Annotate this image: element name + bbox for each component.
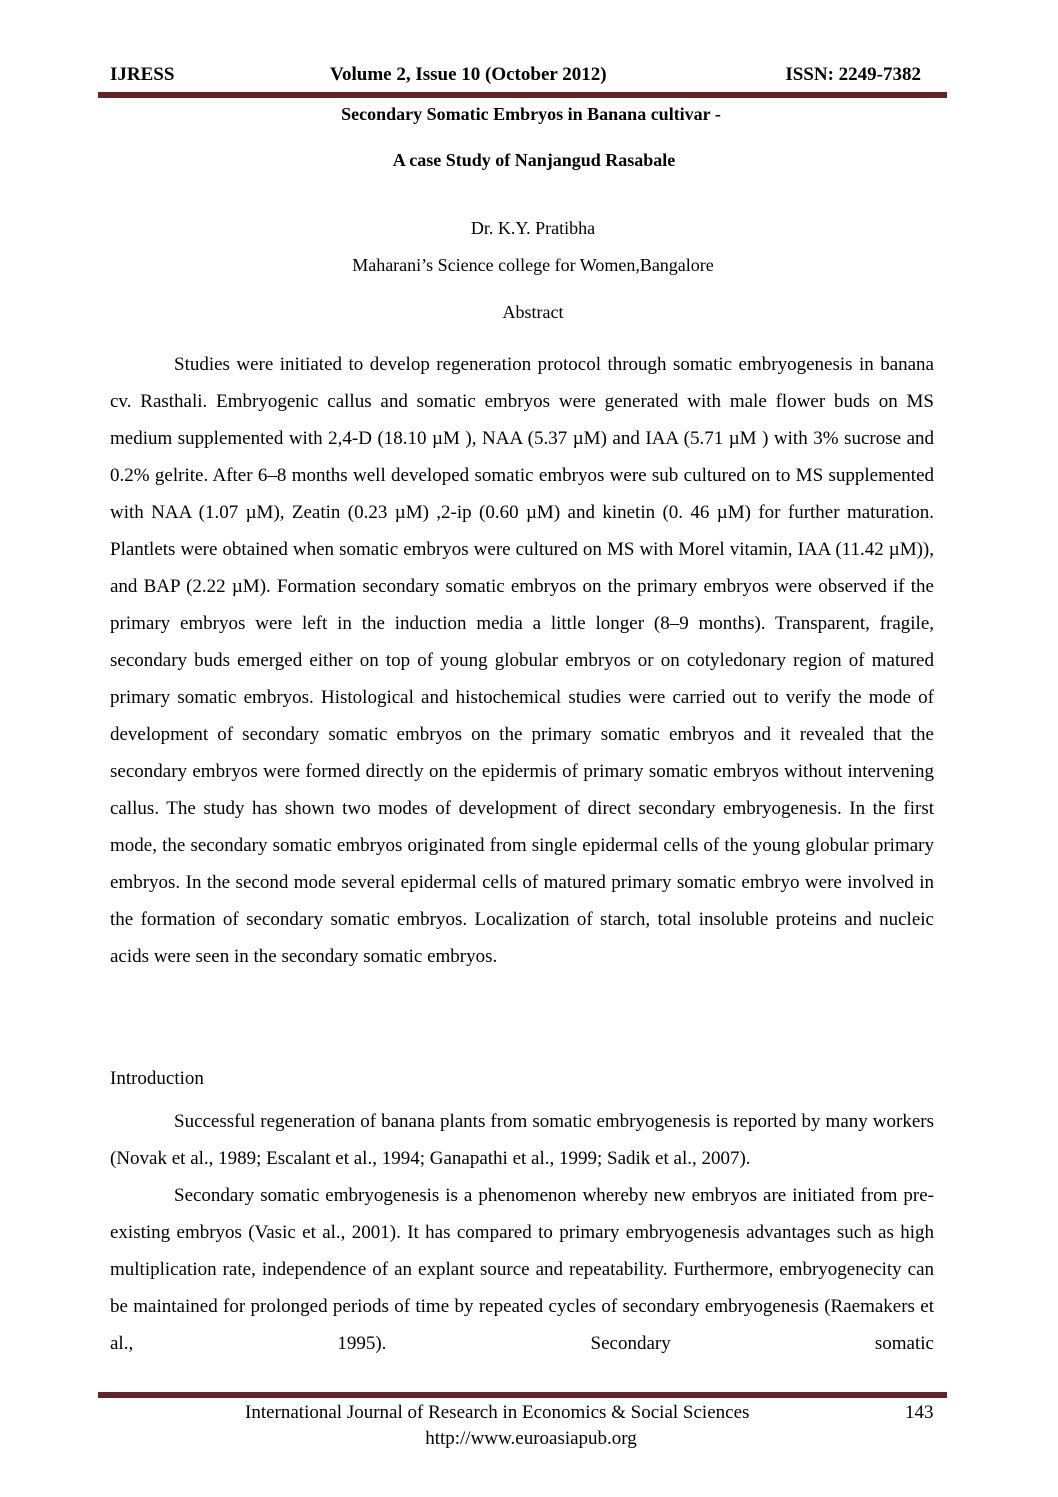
intro-paragraph-text: Secondary somatic embryogenesis is a phenomenon whereby new embryos are initiated from pre-existing embryos (Vasic et al., 2001). It has compared to primary embryogenesis advantages such as high multiplication rate, independence of an explant source and repeatability. Furthermore, embryogenecity can be maintained for prolonged periods of time by repeated cycles of secondary embryogenesis (Raemakers et al., 1995). Secondary somatic <box>110 1185 934 1354</box>
article-title-line1: Secondary Somatic Embryos in Banana cultivar - <box>341 104 721 124</box>
page-number: 143 <box>905 1402 934 1423</box>
introduction-heading: Introduction <box>110 1068 204 1089</box>
running-header <box>98 64 947 92</box>
abstract-paragraph <box>110 346 934 975</box>
footer-url[interactable]: http://www.euroasiapub.org <box>425 1428 637 1449</box>
introduction-section <box>110 1103 934 1362</box>
author-affiliation: Maharani’s Science college for Women,Bangalore <box>352 255 714 275</box>
intro-paragraph-text: Successful regeneration of banana plants from somatic embryogenesis is reported by many workers (Novak et al., 1989; Escalant et al., 1994; Ganapathi et al., 1999; Sadik et al., 2007). <box>110 1111 934 1169</box>
abstract-text: Studies were initiated to develop regeneration protocol through somatic embryogenesis in banana cv. Rasthali. Embryogenic callus and somatic embryos were generated with male flower buds on MS medium supplemented with 2,4-D (18.10 µM ), NAA (5.37 µM) and IAA (5.71 µM ) with 3% sucrose and 0.2% gelrite. After 6–8 months well developed somatic embryos were sub cultured on to MS supplemented with NAA (1.07 µM), Zeatin (0.23 µM) ,2-ip (0.60 µM) and kinetin (0. 46 µM) for further maturation. Plantlets were obtained when somatic embryos were cultured on MS with Morel vitamin, IAA (11.42 µM)), and BAP (2.22 µM). Formation secondary somatic embryos on the primary embryos were observed if the primary embryos were left in the induction media a little longer (8–9 months). Transparent, fragile, secondary buds emerged either on top of young globular embryos or on cotyledonary region of matured primary somatic embryos. Histological and histochemical studies were carried out to verify the mode of development of secondary somatic embryos on the primary somatic embryos and it revealed that the secondary embryos were formed directly on the epidermis of primary somatic embryos without intervening callus. The study has shown two modes of development of direct secondary embryogenesis. In the first mode, the secondary somatic embryos originated from single epidermal cells of the young globular primary embryos. In the second mode several epidermal cells of matured primary somatic embryo were involved in the formation of secondary somatic embryos. Localization of starch, total insoluble proteins and nucleic acids were seen in the secondary somatic embryos. <box>110 354 934 967</box>
footer-journal-name: International Journal of Research in Economics & Social Sciences <box>245 1402 750 1423</box>
author-name: Dr. K.Y. Pratibha <box>470 218 596 238</box>
journal-abbreviation: IJRESS <box>110 64 175 85</box>
intro-paragraph <box>110 1103 934 1177</box>
abstract-heading: Abstract <box>502 302 564 322</box>
issn: ISSN: 2249-7382 <box>785 64 921 85</box>
volume-issue: Volume 2, Issue 10 (October 2012) <box>330 64 607 85</box>
article-title-line2: A case Study of Nanjangud Rasabale <box>392 150 676 170</box>
intro-paragraph <box>110 1177 934 1362</box>
abstract-section <box>110 346 934 975</box>
header-rule <box>98 92 947 98</box>
footer-rule <box>98 1392 947 1398</box>
